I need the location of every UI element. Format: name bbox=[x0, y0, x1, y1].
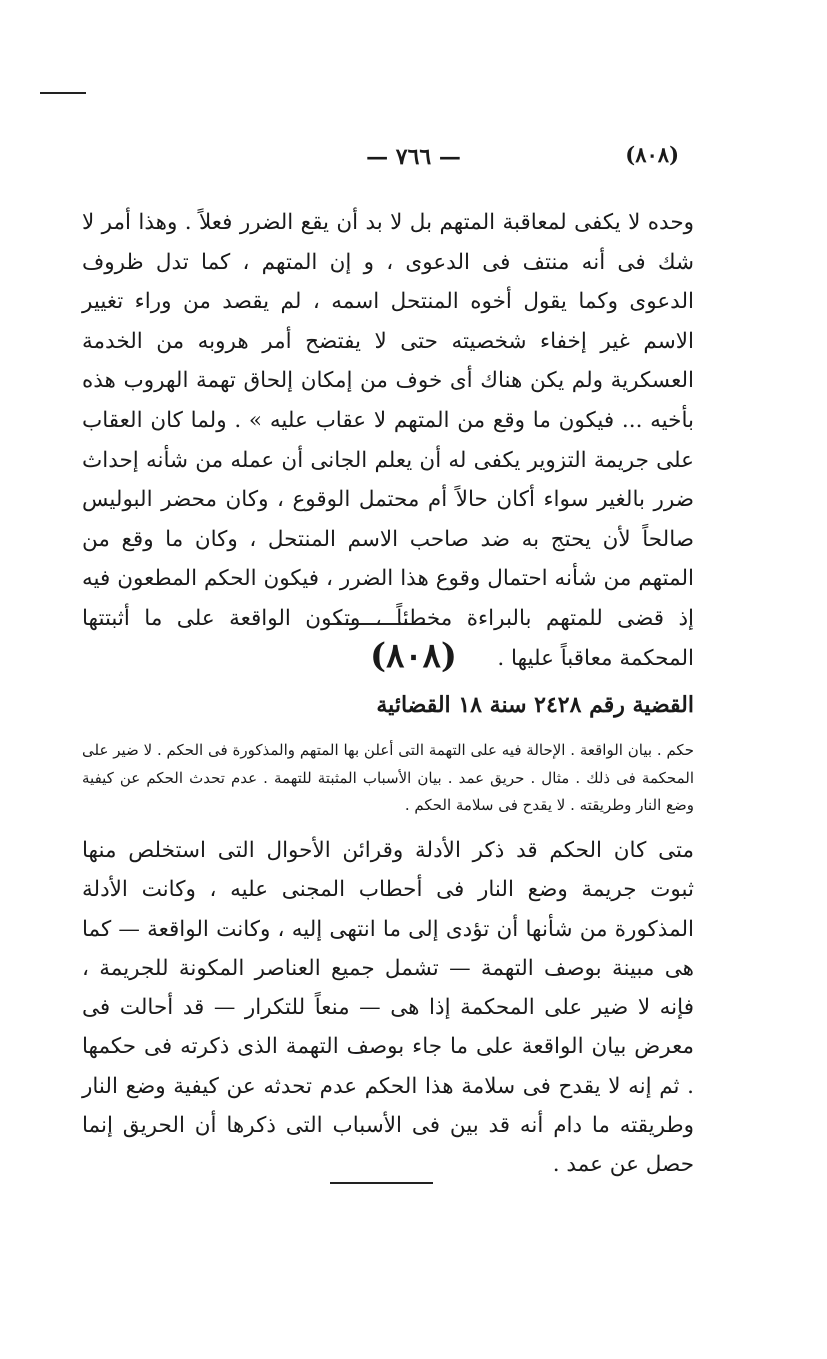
margin-mark bbox=[40, 92, 86, 94]
end-divider bbox=[330, 1182, 433, 1184]
section-divider bbox=[330, 623, 430, 625]
header-ruling-ref: (٨٠٨) bbox=[625, 142, 679, 167]
ruling-text: متى كان الحكم قد ذكر الأدلة وقرائن الأحوال التى استخلص منها ثبوت جريمة وضع النار فى أحطاب المجنى عليه ، وكانت الأدلة المذكورة من شأنها أن تؤدى إلى ما انتهى إليه ، وكانت الواقعة — كما هى مبينة بوصف التهمة — تشمل جميع العناصر المكونة للجريمة ، فإنه لا ضير على المحكمة إذا هى — منعاً للتكرار — قد أحالت فى معرض بيان الواقعة على ما جاء بوصف التهمة الذى ذكرته فى حكمها . ثم إنه لا يقدح فى سلامة هذا الحكم عدم تحدثه عن كيفية وضع النار وطريقته ما دام أنه قد بين فى الأسباب التى ذكرها أن الحريق إنما حصل عن عمد . bbox=[82, 838, 694, 1178]
page-header bbox=[0, 140, 827, 180]
ruling-summary: حكم . بيان الواقعة . الإحالة فيه على التهمة التى أعلن بها المتهم والمذكورة فى الحكم . لا ضير على المحكمة فى ذلك . مثال . حريق عمد . بيان الأسباب المثبتة للتهمة . عدم تحدث الحكم عن كيفية وضع النار وطريقته . لا يقدح فى سلامة الحكم . bbox=[82, 741, 694, 814]
case-number: القضية رقم ٢٤٢٨ سنة ١٨ القضائية bbox=[376, 692, 694, 718]
ruling-number: (٨٠٨) bbox=[370, 636, 457, 676]
previous-ruling-text: وحده لا يكفى لمعاقبة المتهم بل لا بد أن يقع الضرر فعلاً . وهذا أمر لا شك فى أنه منتف فى الدعوى ، و إن المتهم ، كما تدل ظروف الدعوى وكما يقول أخوه المنتحل اسمه ، لم يقصد من وراء تغيير الاسم غير إخفاء شخصيته حتى لا يفتضح أمر هروبه من الخدمة العسكرية ولم يكن هناك أى خوف من إمكان إلحاق تهمة الهروب هذه بأخيه ... فيكون ما وقع من المتهم لا عقاب عليه » . ولما كان العقاب على جريمة التزوير يكفى له أن يعلم الجانى أن عمله من شأنه إحداث ضرر بالغير سواء أكان حالاً أم محتمل الوقوع ، وكان محضر البوليس صالحاً لأن يحتج به ضد صاحب الاسم المنتحل ، وكان ما وقع من المتهم من شأنه احتمال وقوع هذا الضرر ، فيكون الحكم المطعون فيه إذ قضى للمتهم بالبراءة مخطئاً ، وتكون الواقعة على ما أثبتتها المحكمة معاقباً عليها . bbox=[82, 210, 694, 671]
page-number: — ٧٦٦ — bbox=[366, 144, 461, 170]
